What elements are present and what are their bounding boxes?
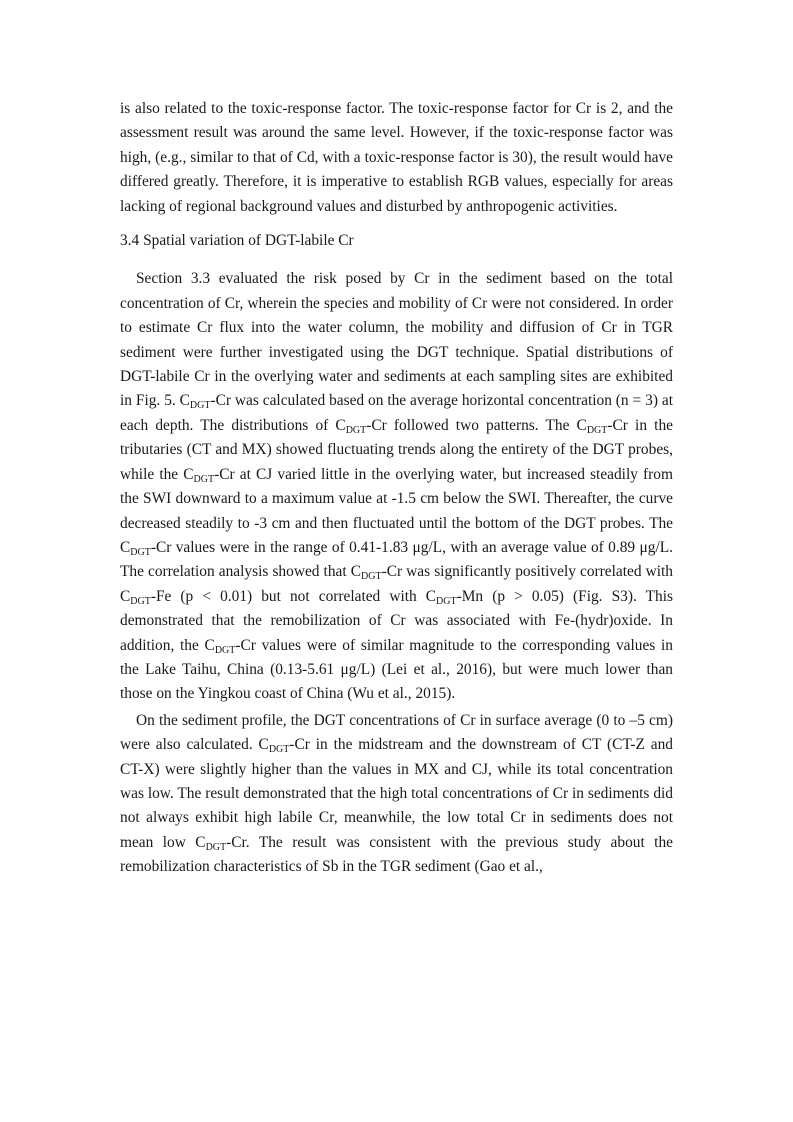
- text-run: -Cr at CJ varied little in the overlying water, but increased steadily from the SWI downward to a maximum value at -1.5 cm below the SWI. Thereafter, the curve decreased steadily to -3 cm and then fluctuated until the bottom of the DGT probes. The C: [120, 465, 673, 556]
- text-run: -Cr in the midstream and the downstream of CT (CT-Z and CT-X) were slightly higher than the values in MX and CJ, while its total concentration was low. The result demonstrated that the high total concentrations of Cr in sediments did not always exhibit high labile Cr, meanwhile, the low total Cr in sediments does not mean low C: [120, 736, 673, 851]
- text-run: -Cr. The result was consistent with the previous study about the remobilization characteristics of Sb in the TGR sediment (Gao et al.,: [120, 833, 673, 876]
- subscript-dgt: DGT: [268, 744, 290, 756]
- text-run: On the sediment profile, the DGT concentrations of Cr in surface average (0 to –5 cm) were also calculated. C: [120, 711, 673, 754]
- subscript-dgt: DGT: [586, 424, 608, 436]
- subscript-dgt: DGT: [130, 546, 151, 558]
- subscript-dgt: DGT: [436, 595, 457, 607]
- subscript-dgt: DGT: [214, 644, 236, 656]
- text-run: -Mn (p > 0.05) (Fig. S3). This demonstrated that the remobilization of Cr was associated with Fe-(hydr)oxide. In addition, the C: [120, 587, 673, 654]
- subscript-dgt: DGT: [361, 571, 382, 583]
- text-run: -Cr values were of similar magnitude to the corresponding values in the Lake Taihu, China (0.13-5.61 μg/L) (Lei et al., 2016), but were much lower than those on the Yingkou coast of China (Wu et al., 2015).: [120, 636, 673, 703]
- body-paragraph-1: [120, 267, 673, 706]
- text-run: -Cr values were in the range of 0.41-1.83 μg/L, with an average value of 0.89 μg/L. The correlation analysis showed that C: [120, 538, 673, 581]
- subscript-dgt: DGT: [193, 473, 215, 485]
- subscript-dgt: DGT: [205, 841, 227, 853]
- intro-paragraph: is also related to the toxic-response factor. The toxic-response factor for Cr is 2, and the assessment result was around the same level. However, if the toxic-response factor was high, (e.g., similar to that of Cd, with a toxic-response factor is 30), the result would have differed greatly. Therefore, it is imperative to establish RGB values, especially for areas lacking of regional background values and disturbed by anthropogenic activities.: [120, 100, 673, 215]
- subscript-dgt: DGT: [189, 400, 211, 412]
- subscript-dgt: DGT: [345, 424, 367, 436]
- subscript-dgt: DGT: [130, 595, 151, 607]
- text-run: -Cr was calculated based on the average horizontal concentration (n = 3) at each depth. The distributions of C: [120, 392, 673, 434]
- text-run: -Cr in the tributaries (CT and MX) showed fluctuating trends along the entirety of the DGT probes, while the C: [120, 416, 673, 483]
- body-paragraph-2: [120, 709, 673, 880]
- text-run: -Cr was significantly positively correlated with C: [120, 563, 673, 605]
- text-run: Section 3.3 evaluated the risk posed by Cr in the sediment based on the total concentration of Cr, wherein the species and mobility of Cr were not considered. In order to estimate Cr flux into the water column, the mobility and diffusion of Cr in TGR sediment were further investigated using the DGT technique. Spatial distributions of DGT-labile Cr in the overlying water and sediments at each sampling sites are exhibited in Fig. 5. C: [120, 270, 673, 410]
- text-run: -Cr followed two patterns. The C: [366, 416, 587, 434]
- text-run: -Fe (p < 0.01) but not correlated with C: [150, 587, 437, 605]
- section-heading: 3.4 Spatial variation of DGT-labile Cr: [120, 232, 354, 250]
